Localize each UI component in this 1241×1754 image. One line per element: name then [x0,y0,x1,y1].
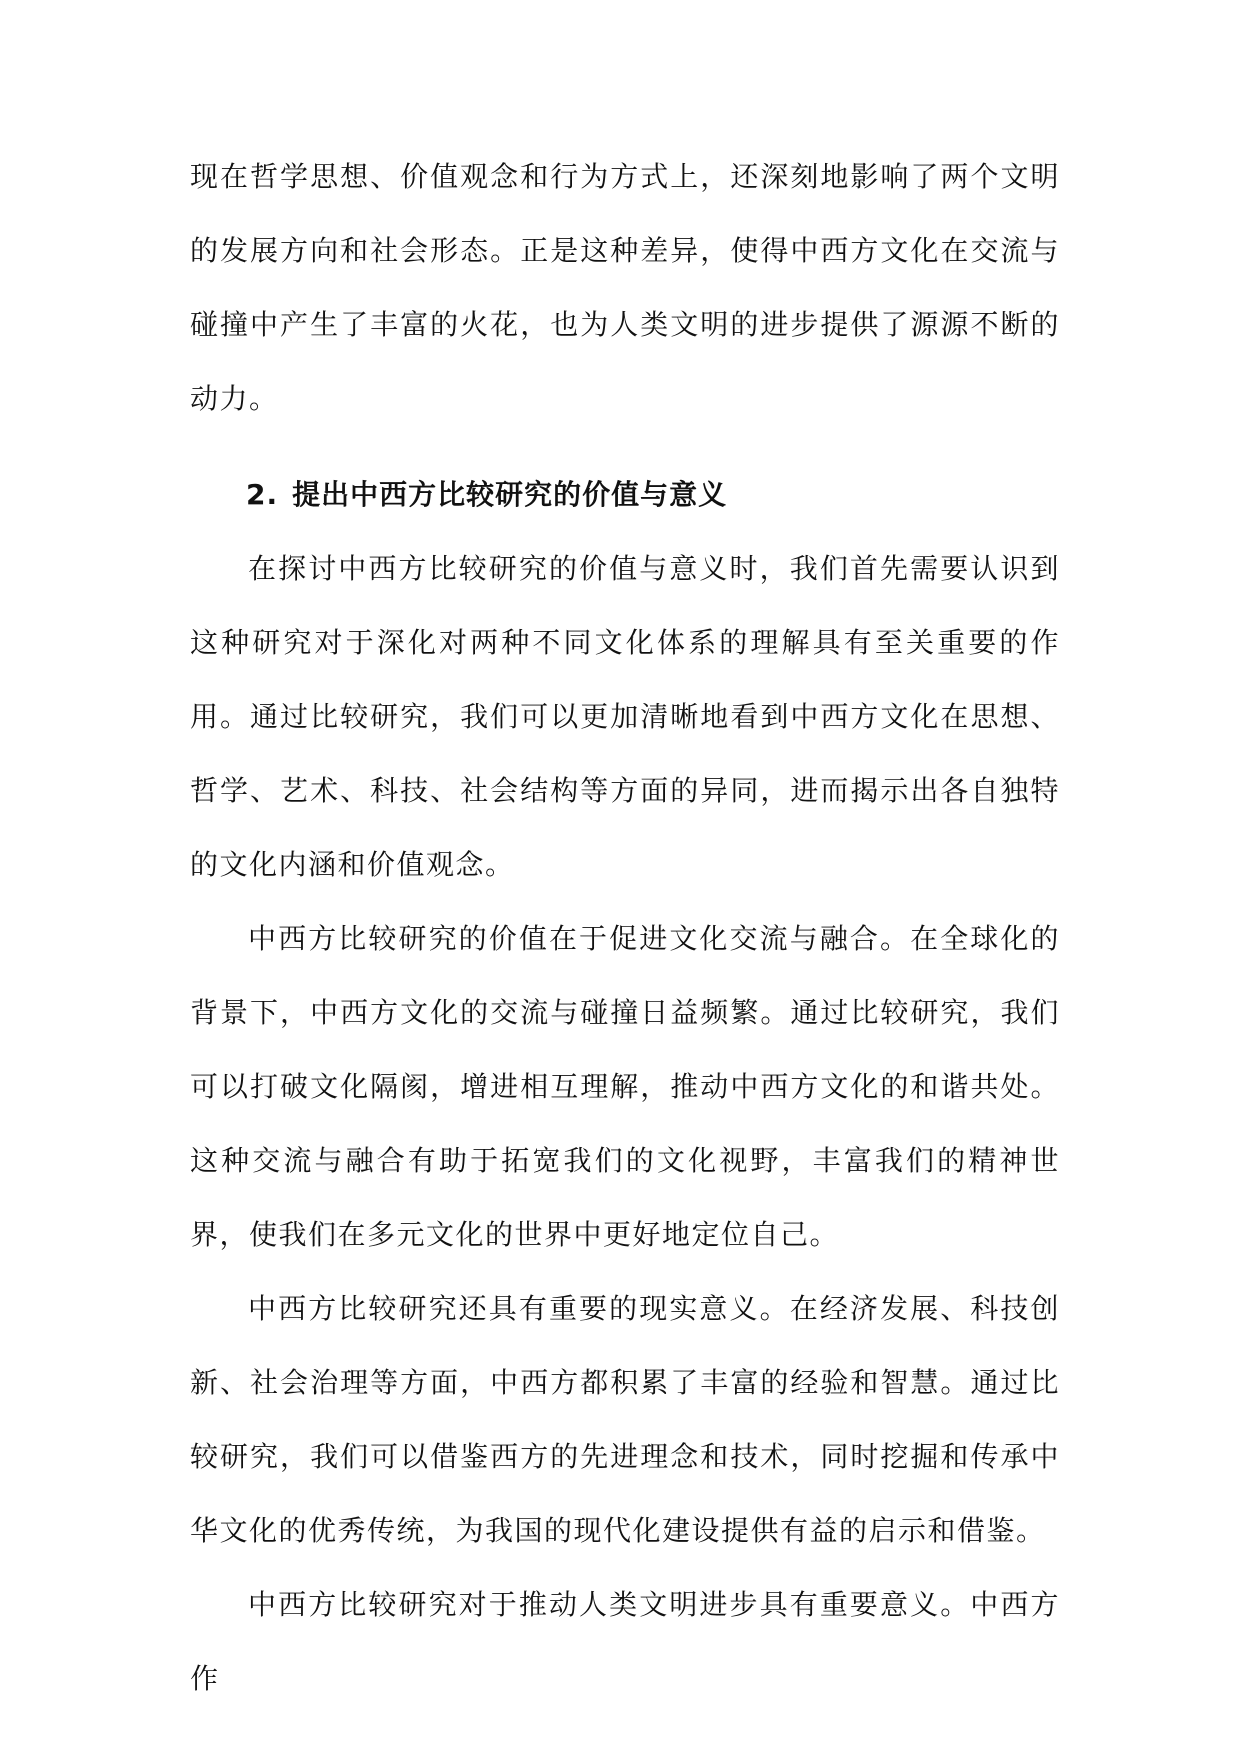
section-title: 提出中西方比较研究的价值与意义 [292,478,728,511]
paragraph-1: 在探讨中西方比较研究的价值与意义时，我们首先需要认识到这种研究对于深化对两种不同文化体系的理解具有至关重要的作用。通过比较研究，我们可以更加清晰地看到中西方文化在思想、哲学、艺术、科技、社会结构等方面的异同，进而揭示出各自独特的文化内涵和价值观念。 [190,552,1060,881]
paragraph-4: 中西方比较研究对于推动人类文明进步具有重要意义。中西方作 [190,1588,1060,1695]
paragraph-2: 中西方比较研究的价值在于促进文化交流与融合。在全球化的背景下，中西方文化的交流与碰撞日益频繁。通过比较研究，我们可以打破文化隔阂，增进相互理解，推动中西方文化的和谐共处。这种交流与融合有助于拓宽我们的文化视野，丰富我们的精神世界，使我们在多元文化的世界中更好地定位自己。 [190,922,1060,1251]
paragraph-3: 中西方比较研究还具有重要的现实意义。在经济发展、科技创新、社会治理等方面，中西方都积累了丰富的经验和智慧。通过比较研究，我们可以借鉴西方的先进理念和技术，同时挖掘和传承中华文化的优秀传统，为我国的现代化建设提供有益的启示和借鉴。 [190,1292,1060,1547]
paragraph-continued: 现在哲学思想、价值观念和行为方式上，还深刻地影响了两个文明的发展方向和社会形态。正是这种差异，使得中西方文化在交流与碰撞中产生了丰富的火花，也为人类文明的进步提供了源源不断的动力。 [190,160,1060,415]
document-body [190,140,1060,1716]
section-heading [190,458,1060,532]
section-number: 2. [246,478,279,511]
